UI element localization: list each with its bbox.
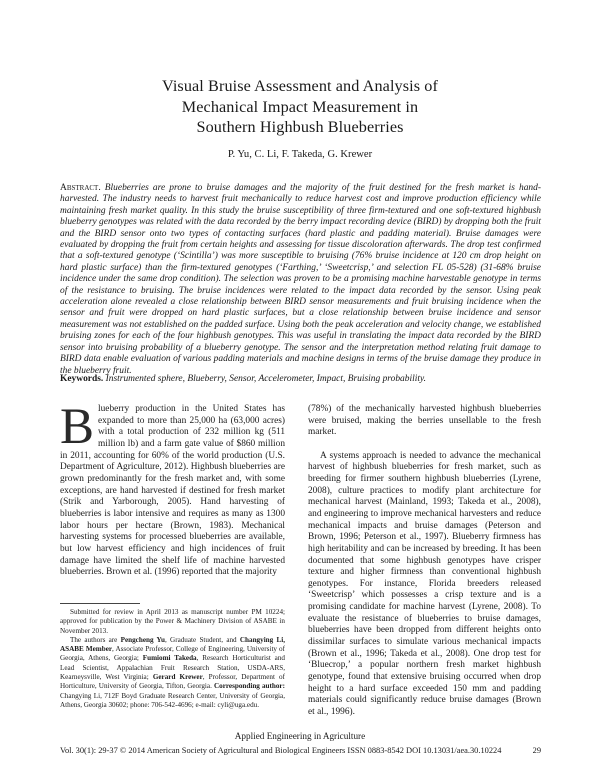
footnote-rule xyxy=(60,603,140,604)
title-line-1: Visual Bruise Assessment and Analysis of xyxy=(162,77,438,95)
author-1-affiliation: , Graduate Student, and xyxy=(165,635,240,644)
author-list: P. Yu, C. Li, F. Takeda, G. Krewer xyxy=(227,149,373,160)
footnote-authors xyxy=(60,636,285,710)
footer-citation: Vol. 30(1): 29-37 © 2014 American Society of Agricultural and Biological Engineers ISSN 0883-8542 DOI 10.13031/aea.30.10224 xyxy=(60,746,502,755)
author-4-name: Gerard Krewer xyxy=(152,673,203,682)
page-footer xyxy=(60,746,541,755)
title-line-3: Southern Highbush Blueberries xyxy=(196,118,404,136)
intro-paragraph-text: lueberry production in the United States has expanded to more than 25,000 ha (63,000 acres) with a total production of 232 million kg (511 million lb) and a farm gate value of $860 million in 2011, accounting for 60% of the world production (U.S. Department of Agriculture, 2012). Highbush blueberries are grown predominantly for the fresh market and, with some exceptions, are hand harvested if destined for fresh market (Strik and Yarborough, 2005). Hand harvesting of blueberries is labor intensive and requires as many as 1300 labor hours per hectare (Brown, 1983). Mechanical harvesting systems for processed blueberries are available, but low harvest efficiency and high incidences of fruit damage have limited the shelf life of machine harvested blueberries. Brown et al. (1996) reported that the majority xyxy=(60,404,285,578)
keywords xyxy=(60,374,541,384)
body-column-left xyxy=(60,399,285,579)
keywords-text: Instrumented sphere, Blueberry, Sensor, Accelerometer, Impact, Bruising probability. xyxy=(103,374,427,384)
paper-title xyxy=(60,76,540,138)
footnote-submitted: Submitted for review in April 2013 as manuscript number PM 10224; approved for publication by the Power & Machinery Division of ASABE in November 2013. xyxy=(60,608,285,635)
right-paragraph-1: (78%) of the mechanically harvested highbush blueberries were bruised, making the berries unsellable to the fresh market. xyxy=(308,404,541,438)
page-number: 29 xyxy=(532,746,541,755)
author-1-name: Pengcheng Yu xyxy=(120,635,165,644)
corresponding-author-label: Corresponding author: xyxy=(213,682,285,691)
abstract xyxy=(60,183,541,377)
author-4-affiliation: , Professor, Department of Horticulture, University of Georgia, Tifton, Georgia. xyxy=(60,673,285,691)
running-head: Applied Engineering in Agriculture xyxy=(234,731,366,741)
abstract-text: Blueberries are prone to bruise damages and the majority of the fruit destined for the fresh market is hand-harvested. The industry needs to harvest fruit mechanically to reduce harvest cost and improve production efficiency while maintaining fresh market quality. In this study the bruise susceptibility of three firm-textured and one soft-textured highbush blueberry genotypes was related with the data recorded by the berry impact recording device (BIRD) by dropping both the fruit and the BIRD sensor onto two types of contacting surfaces (hard plastic and padding material). Bruise damages were evaluated by dropping the fruit from certain heights and assessing for tissue discoloration afterwards. The drop test confirmed that a soft-textured genotype (‘Scintilla’) was more susceptible to bruising (76% bruise incidence at 120 cm drop height on hard plastic surface) than the firm-textured genotypes (‘Farthing,’ ‘Sweetcrisp,’ and selection FL 05-528) (31-68% bruise incidence under the same drop condition). The selection was proven to be a promising machine harvestable genotype in terms of the resistance to bruising. The bruise incidences were related to the impact data recorded by the sensor. Using peak acceleration alone revealed a close relationship between BIRD sensor measurements and fruit bruising incidence when the sensor and fruit were dropped on hard plastic surfaces, but a close relationship between bruise incidence and sensor measurement was not established on the padded surface. Using both the peak acceleration and velocity change, we established bruising zones for each of the four highbush genotypes. This was useful in translating the impact data recorded by the BIRD sensor into bruising probability of a blueberry genotype. The sensor and the interpretation method relating fruit damage to BIRD data enable evaluation of various padding materials and machine designs in terms of the bruise damage they produce in the blueberry fruit. xyxy=(60,183,541,376)
footnotes xyxy=(60,608,285,710)
author-2-affiliation: , Associate Professor, College of Engineering, University of Georgia, Athens, Georgia; xyxy=(60,645,286,663)
author-2-name: Changying Li, ASABE Member xyxy=(60,635,286,654)
footnote-authors-intro: The authors are xyxy=(70,635,121,644)
abstract-label: Abstract. xyxy=(60,183,101,193)
drop-cap: B xyxy=(60,399,95,455)
title-line-2: Mechanical Impact Measurement in xyxy=(181,97,419,116)
body-column-right xyxy=(308,404,541,719)
author-3-name: Fumiomi Takeda xyxy=(142,654,197,663)
intro-paragraph xyxy=(60,399,285,579)
right-paragraph-2: A systems approach is needed to advance the mechanical harvest of highbush blueberries for fresh market, such as breeding for firmer southern highbush blueberries (Lyrene, 2008), culture practices to modify plant architecture for mechanical harvest (Mainland, 1993; Takeda et al., 2008), and engineering to improve mechanical harvesters and reduce mechanical impacts and bruise damages (Peterson and Brown, 1996; Peterson et al., 1997). Blueberry firmness has high heritability and can be increased by breeding. It has been documented that some highbush genotypes have crisper texture and higher firmness than conventional highbush genotypes. For instance, Florida breeders released ‘Sweetcrisp’ which possesses a crisp texture and is a promising candidate for machine harvest (Lyrene, 2008). To evaluate the resistance of blueberries to bruise damages, blueberries have been dropped from different heights onto dissimilar surfaces to simulate various mechanical impacts (Brown et al., 1996; Takeda et al., 2008). One drop test for ‘Bluecrop,’ a popular northern fresh market highbush genotype, found that extensive bruising occurred when drop height to a hard surface exceeded 150 mm and padding materials could significantly reduce bruise damages (Brown et al., 1996). xyxy=(308,450,541,718)
author-3-affiliation: , Research Horticulturist and Lead Scientist, Appalachian Fruit Research Station, USDA-ARS, Kearneysville, West Virginia; xyxy=(60,654,285,682)
corresponding-author-text: Changying Li, 712F Boyd Graduate Research Center, University of Georgia, Athens, Georgia 30602; phone: 706-542-4696; e-mail: cyli@uga.edu. xyxy=(60,691,285,709)
keywords-label: Keywords. xyxy=(60,374,104,384)
